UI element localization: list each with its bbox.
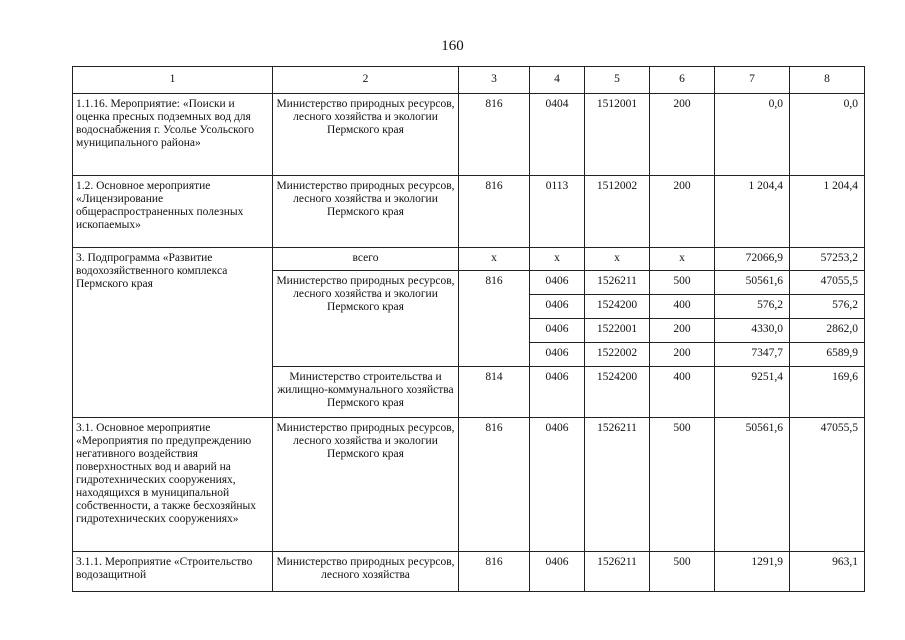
cell-section-code: 0406 [530, 552, 585, 592]
cell-target-code: 1524200 [585, 295, 650, 319]
cell-amount-8: 1 204,4 [790, 176, 865, 248]
cell-target-code: 1526211 [585, 552, 650, 592]
cell-amount-7: 1291,9 [715, 552, 790, 592]
cell-ministry-code: 814 [459, 367, 530, 418]
cell-section-code: 0404 [530, 94, 585, 176]
table-row [73, 176, 865, 248]
cell-amount-8: 576,2 [790, 295, 865, 319]
cell-expense-type: 500 [650, 418, 715, 552]
cell-amount-8: 169,6 [790, 367, 865, 418]
header-cell-6: 6 [650, 67, 715, 94]
organization: Министерство природных ресурсов, лесного хозяйства и экологии Пермского края [273, 418, 459, 552]
cell-section-code: 0406 [530, 367, 585, 418]
cell-ministry-code: 816 [459, 94, 530, 176]
table-row [73, 248, 865, 271]
organization: Министерство природных ресурсов, лесного хозяйства и экологии Пермского края [273, 271, 459, 367]
header-cell-8: 8 [790, 67, 865, 94]
activity-name: 3.1. Основное мероприятие «Мероприятия по предупреждению негативного воздействия поверхностных вод и аварий на гидротехнических сооружениях, находящихся в муниципальной собственности, а также бесхозяйных гидротехнических сооружениях» [73, 418, 273, 552]
organization: Министерство природных ресурсов, лесного хозяйства и экологии Пермского края [273, 94, 459, 176]
header-cell-5: 5 [585, 67, 650, 94]
activity-name: 3.1.1. Мероприятие «Строительство водозащитной [73, 552, 273, 592]
cell-amount-7: 50561,6 [715, 418, 790, 552]
cell-amount-8: 57253,2 [790, 248, 865, 271]
cell-expense-type: 500 [650, 552, 715, 592]
header-cell-2: 2 [273, 67, 459, 94]
cell-amount-7: 4330,0 [715, 319, 790, 343]
table-row [73, 418, 865, 552]
organization: Министерство природных ресурсов, лесного хозяйства и экологии Пермского края [273, 176, 459, 248]
cell-target-code: 1522001 [585, 319, 650, 343]
cell-amount-7: 9251,4 [715, 367, 790, 418]
cell-expense-type: 200 [650, 343, 715, 367]
cell-expense-type: 200 [650, 176, 715, 248]
cell-expense-type: 500 [650, 271, 715, 295]
budget-table [72, 66, 865, 592]
cell-amount-8: 47055,5 [790, 418, 865, 552]
cell-section-code: 0406 [530, 319, 585, 343]
cell-section-code: 0406 [530, 343, 585, 367]
cell-target-code: х [585, 248, 650, 271]
cell-ministry-code: 816 [459, 552, 530, 592]
cell-amount-7: 1 204,4 [715, 176, 790, 248]
cell-ministry-code: 816 [459, 418, 530, 552]
header-cell-7: 7 [715, 67, 790, 94]
activity-name: 1.2. Основное мероприятие «Лицензирование общераспространенных полезных ископаемых» [73, 176, 273, 248]
cell-expense-type: 200 [650, 319, 715, 343]
cell-amount-7: 72066,9 [715, 248, 790, 271]
header-cell-1: 1 [73, 67, 273, 94]
cell-amount-7: 576,2 [715, 295, 790, 319]
header-row [73, 67, 865, 94]
cell-expense-type: 400 [650, 295, 715, 319]
cell-section-code: 0406 [530, 295, 585, 319]
cell-ministry-code: 816 [459, 271, 530, 367]
cell-amount-7: 0,0 [715, 94, 790, 176]
cell-amount-7: 50561,6 [715, 271, 790, 295]
header-cell-3: 3 [459, 67, 530, 94]
cell-amount-8: 963,1 [790, 552, 865, 592]
cell-expense-type: х [650, 248, 715, 271]
table-row [73, 94, 865, 176]
activity-name: 1.1.16. Мероприятие: «Поиски и оценка пресных подземных вод для водоснабжения г. Усолье Усольского муниципального района» [73, 94, 273, 176]
cell-section-code: 0113 [530, 176, 585, 248]
organization-total: всего [273, 248, 459, 271]
cell-ministry-code: х [459, 248, 530, 271]
cell-expense-type: 400 [650, 367, 715, 418]
cell-section-code: х [530, 248, 585, 271]
cell-amount-7: 7347,7 [715, 343, 790, 367]
cell-expense-type: 200 [650, 94, 715, 176]
organization: Министерство природных ресурсов, лесного хозяйства [273, 552, 459, 592]
cell-ministry-code: 816 [459, 176, 530, 248]
cell-amount-8: 47055,5 [790, 271, 865, 295]
subprogram-name: 3. Подпрограмма «Развитие водохозяйственного комплекса Пермского края [73, 248, 273, 418]
cell-target-code: 1512001 [585, 94, 650, 176]
cell-target-code: 1524200 [585, 367, 650, 418]
cell-amount-8: 6589,9 [790, 343, 865, 367]
cell-amount-8: 2862,0 [790, 319, 865, 343]
table-row [73, 552, 865, 592]
cell-target-code: 1526211 [585, 271, 650, 295]
cell-target-code: 1512002 [585, 176, 650, 248]
cell-section-code: 0406 [530, 418, 585, 552]
cell-amount-8: 0,0 [790, 94, 865, 176]
cell-section-code: 0406 [530, 271, 585, 295]
organization: Министерство строительства и жилищно-коммунального хозяйства Пермского края [273, 367, 459, 418]
cell-target-code: 1522002 [585, 343, 650, 367]
cell-target-code: 1526211 [585, 418, 650, 552]
page-number: 160 [441, 38, 464, 54]
header-cell-4: 4 [530, 67, 585, 94]
